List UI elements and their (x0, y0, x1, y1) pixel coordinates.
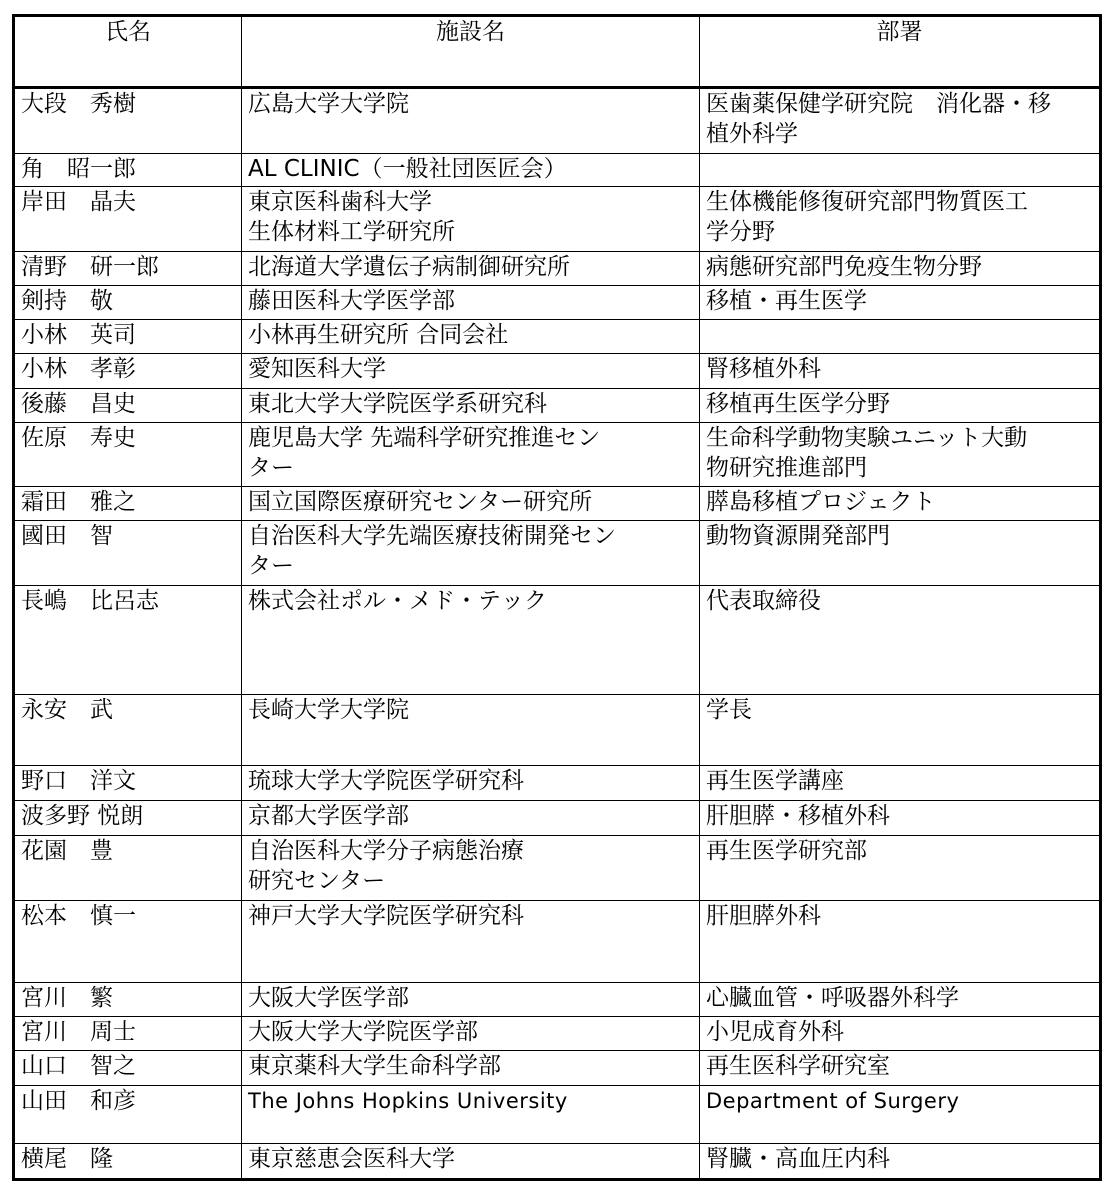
facility-cell: 愛知医科大学 (242, 354, 700, 389)
facility-cell: 藤田医科大学医学部 (242, 286, 700, 320)
facility-cell: 東北大学大学院医学系研究科 (242, 389, 700, 423)
facility-cell: 北海道大学遺伝子病制御研究所 (242, 252, 700, 286)
name-cell: 清野 研一郎 (14, 252, 242, 286)
facility-cell: 大阪大学医学部 (242, 983, 700, 1017)
table-row (14, 423, 1101, 487)
department-cell: 腎臓・高血圧内科 (700, 1144, 1101, 1180)
facility-cell: 大阪大学大学院医学部 (242, 1017, 700, 1051)
table-row (14, 983, 1101, 1017)
facility-cell: AL CLINIC（一般社団医匠会） (242, 154, 700, 187)
name-cell: 山田 和彦 (14, 1086, 242, 1144)
facility-cell: 東京医科歯科大学 生体材料工学研究所 (242, 187, 700, 252)
facility-cell: 東京薬科大学生命科学部 (242, 1051, 700, 1086)
table-row (14, 154, 1101, 187)
header-name: 氏名 (14, 16, 242, 88)
table-row (14, 187, 1101, 252)
facility-cell: 琉球大学大学院医学研究科 (242, 766, 700, 801)
name-cell: 野口 洋文 (14, 766, 242, 801)
table-row (14, 1017, 1101, 1051)
department-cell: 心臓血管・呼吸器外科学 (700, 983, 1101, 1017)
name-cell: 後藤 昌史 (14, 389, 242, 423)
facility-cell: 自治医科大学分子病態治療 研究センター (242, 836, 700, 901)
facility-cell: 鹿児島大学 先端科学研究推進セン ター (242, 423, 700, 487)
name-cell: 松本 慎一 (14, 901, 242, 983)
facility-cell: 自治医科大学先端医療技術開発セン ター (242, 521, 700, 586)
name-cell: 宮川 周士 (14, 1017, 242, 1051)
facility-cell: 長崎大学大学院 (242, 695, 700, 766)
department-cell: 膵島移植プロジェクト (700, 487, 1101, 521)
name-cell: 宮川 繁 (14, 983, 242, 1017)
table-row (14, 766, 1101, 801)
name-cell: 佐原 寿史 (14, 423, 242, 487)
name-cell: 大段 秀樹 (14, 88, 242, 154)
department-cell: 移植再生医学分野 (700, 389, 1101, 423)
table-row (14, 487, 1101, 521)
department-cell: 肝胆膵・移植外科 (700, 801, 1101, 836)
name-cell: 波多野 悦朗 (14, 801, 242, 836)
department-cell: 移植・再生医学 (700, 286, 1101, 320)
department-cell: 動物資源開発部門 (700, 521, 1101, 586)
table-row (14, 1144, 1101, 1180)
name-cell: 山口 智之 (14, 1051, 242, 1086)
department-cell: 小児成育外科 (700, 1017, 1101, 1051)
facility-cell: 小林再生研究所 合同会社 (242, 320, 700, 354)
table-row (14, 695, 1101, 766)
table-row (14, 252, 1101, 286)
table-row (14, 586, 1101, 695)
department-cell: 再生医学講座 (700, 766, 1101, 801)
name-cell: 小林 孝彰 (14, 354, 242, 389)
member-table (12, 14, 1102, 1181)
table-row (14, 1086, 1101, 1144)
department-cell: 再生医科学研究室 (700, 1051, 1101, 1086)
table-row (14, 320, 1101, 354)
facility-cell: The Johns Hopkins University (242, 1086, 700, 1144)
header-facility: 施設名 (242, 16, 700, 88)
table-row (14, 88, 1101, 154)
name-cell: 花園 豊 (14, 836, 242, 901)
facility-cell: 京都大学医学部 (242, 801, 700, 836)
table-row (14, 521, 1101, 586)
department-cell (700, 320, 1101, 354)
department-cell: 腎移植外科 (700, 354, 1101, 389)
department-cell: 病態研究部門免疫生物分野 (700, 252, 1101, 286)
name-cell: 横尾 隆 (14, 1144, 242, 1180)
name-cell: 國田 智 (14, 521, 242, 586)
department-cell: 生命科学動物実験ユニット大動 物研究推進部門 (700, 423, 1101, 487)
name-cell: 角 昭一郎 (14, 154, 242, 187)
table-row (14, 901, 1101, 983)
name-cell: 小林 英司 (14, 320, 242, 354)
department-cell: 肝胆膵外科 (700, 901, 1101, 983)
department-cell: 学長 (700, 695, 1101, 766)
department-cell: 代表取締役 (700, 586, 1101, 695)
facility-cell: 株式会社ポル・メド・テック (242, 586, 700, 695)
name-cell: 剣持 敬 (14, 286, 242, 320)
department-cell (700, 154, 1101, 187)
header-department: 部署 (700, 16, 1101, 88)
table-row (14, 354, 1101, 389)
name-cell: 霜田 雅之 (14, 487, 242, 521)
facility-cell: 神戸大学大学院医学研究科 (242, 901, 700, 983)
name-cell: 岸田 晶夫 (14, 187, 242, 252)
table-row (14, 1051, 1101, 1086)
table-row (14, 801, 1101, 836)
name-cell: 長嶋 比呂志 (14, 586, 242, 695)
department-cell: Department of Surgery (700, 1086, 1101, 1144)
department-cell: 医歯薬保健学研究院 消化器・移 植外科学 (700, 88, 1101, 154)
facility-cell: 国立国際医療研究センター研究所 (242, 487, 700, 521)
header-row (14, 16, 1101, 88)
name-cell: 永安 武 (14, 695, 242, 766)
table-row (14, 836, 1101, 901)
facility-cell: 東京慈恵会医科大学 (242, 1144, 700, 1180)
department-cell: 生体機能修復研究部門物質医工 学分野 (700, 187, 1101, 252)
department-cell: 再生医学研究部 (700, 836, 1101, 901)
facility-cell: 広島大学大学院 (242, 88, 700, 154)
table-row (14, 389, 1101, 423)
table-row (14, 286, 1101, 320)
